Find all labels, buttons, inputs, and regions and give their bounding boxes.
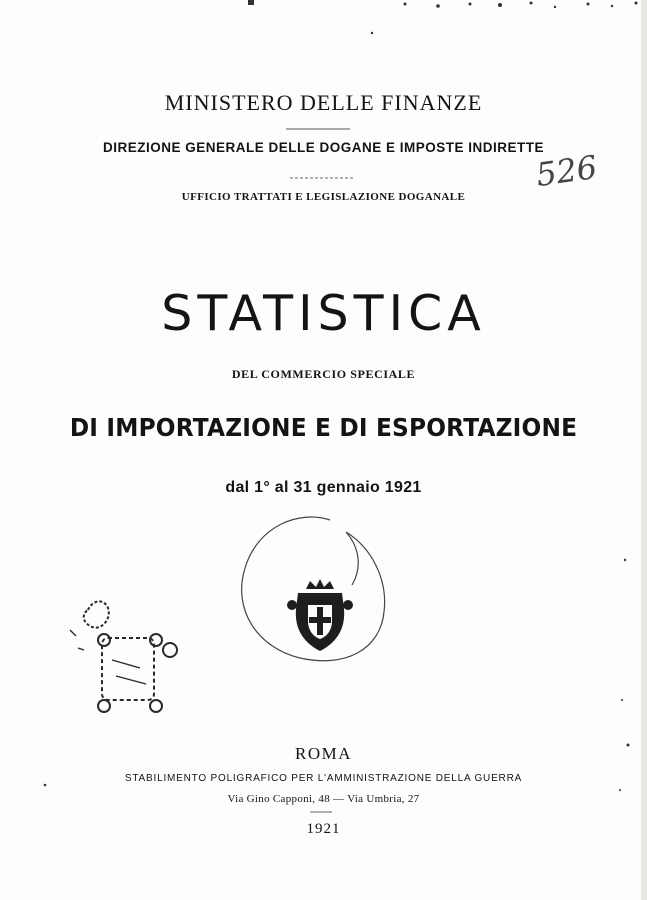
subtitle-commercio: DEL COMMERCIO SPECIALE xyxy=(231,367,416,381)
library-stamp-icon xyxy=(70,601,177,712)
imprint-year: 1921 xyxy=(306,821,341,837)
print-specks xyxy=(44,0,638,813)
period-line: dal 1° al 31 gennaio 1921 xyxy=(225,479,422,496)
savoy-coat-of-arms-icon xyxy=(287,579,353,651)
imprint-city: ROMA xyxy=(294,744,352,763)
direzione-line: DIREZIONE GENERALE DELLE DOGANE E IMPOSTE INDIRETTE xyxy=(102,140,545,155)
page-edge xyxy=(641,0,647,900)
ufficio-line: UFFICIO TRATTATI E LEGISLAZIONE DOGANALE xyxy=(181,191,466,203)
imprint-address: Via Gino Capponi, 48 — Via Umbria, 27 xyxy=(227,793,420,805)
handwritten-note: 526 xyxy=(533,147,600,195)
main-title: STATISTICA xyxy=(161,285,486,342)
ministry-title: MINISTERO DELLE FINANZE xyxy=(164,90,483,115)
subtitle-importazione: DI IMPORTAZIONE E DI ESPORTAZIONE xyxy=(69,413,578,442)
imprint-printer: STABILIMENTO POLIGRAFICO PER L'AMMINISTRAZIONE DELLA GUERRA xyxy=(124,773,523,784)
